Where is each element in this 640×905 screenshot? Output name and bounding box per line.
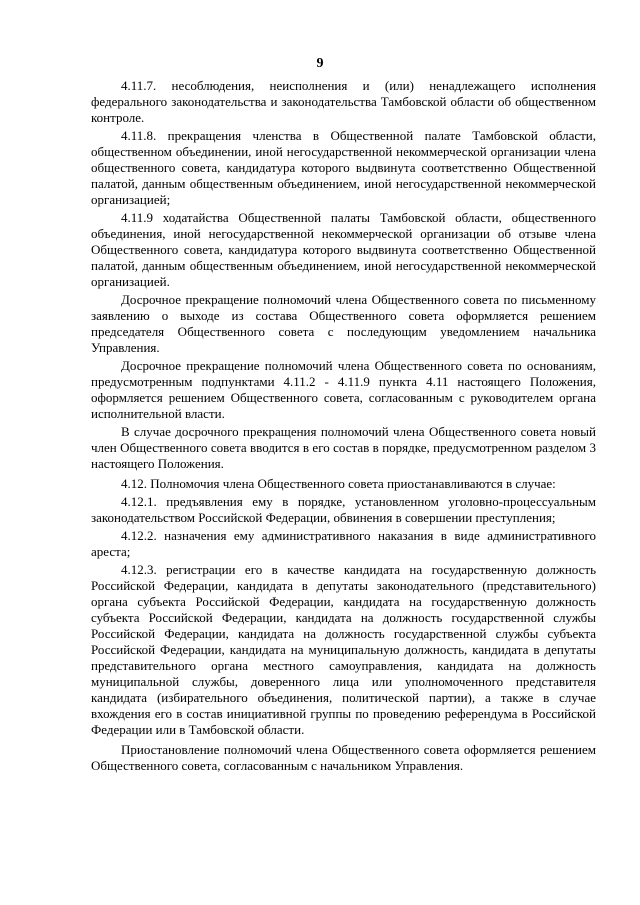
paragraph-4-11-8: 4.11.8. прекращения членства в Общественной палате Тамбовской области, общественном объединении, иной негосударственной некоммерческой организации члена общественного совета, кандидатура которого выдвинута соответственно Общественной палатой, данным общественным объединением, иной негосударственной некоммерческой организацией;: [91, 128, 596, 207]
paragraph-4-12-2: 4.12.2. назначения ему административного наказания в виде административного ареста;: [91, 528, 596, 559]
paragraph-early-termination-by-request: Досрочное прекращение полномочий члена Общественного совета по письменному заявлению о выходе из состава Общественного совета оформляется решением председателя Общественного совета с последующим уведомлением начальника Управления.: [91, 292, 596, 355]
paragraph-4-12-1: 4.12.1. предъявления ему в порядке, установленном уголовно-процессуальным законодательством Российской Федерации, обвинения в совершении преступления;: [91, 494, 596, 525]
paragraph-4-11-9: 4.11.9 ходатайства Общественной палаты Тамбовской области, общественного объединения, иной негосударственной некоммерческой организации об отзыве члена Общественного совета, кандидатура которого выдвинута соответственно Общественной палатой, данным общественным объединением, иной негосударственной некоммерческой организацией.: [91, 210, 596, 289]
document-body: [91, 78, 596, 774]
paragraph-4-12: 4.12. Полномочия члена Общественного совета приостанавливаются в случае:: [121, 476, 556, 491]
paragraph-4-12-3: 4.12.3. регистрации его в качестве кандидата на государственную должность Российской Федерации, кандидата в депутаты законодательного (представительного) органа субъекта Российской Федерации, кандидата на государственную должность субъекта Российской Федерации, кандидата на должность государственной службы Российской Федерации, кандидата на должность государственной службы субъекта Российской Федерации, кандидата на муниципальную должность, кандидата в депутаты представительного органа местного самоуправления, кандидата на должность муниципальной службы, доверенного лица или уполномоченного представителя кандидата (избирательного объединения, политической партии), а также в случае вхождения его в состав инициативной группы по проведению референдума в Российской Федерации или в Тамбовской области.: [91, 562, 596, 737]
page-number: 9: [316, 56, 324, 71]
paragraph-new-member-introduction: В случае досрочного прекращения полномочий члена Общественного совета новый член Общественного совета вводится в его состав в порядке, предусмотренном разделом 3 настоящего Положения.: [91, 424, 596, 471]
paragraph-suspension-formalization: Приостановление полномочий члена Общественного совета оформляется решением Общественного совета, согласованным с начальником Управления.: [91, 742, 596, 773]
paragraph-early-termination-by-grounds: Досрочное прекращение полномочий члена Общественного совета по основаниям, предусмотренным подпунктами 4.11.2 - 4.11.9 пункта 4.11 настоящего Положения, оформляется решением Общественного совета, согласованным с руководителем органа исполнительной власти.: [91, 358, 596, 421]
paragraph-4-11-7: 4.11.7. несоблюдения, неисполнения и (или) ненадлежащего исполнения федерального законодательства и законодательства Тамбовской области об общественном контроле.: [91, 78, 596, 125]
